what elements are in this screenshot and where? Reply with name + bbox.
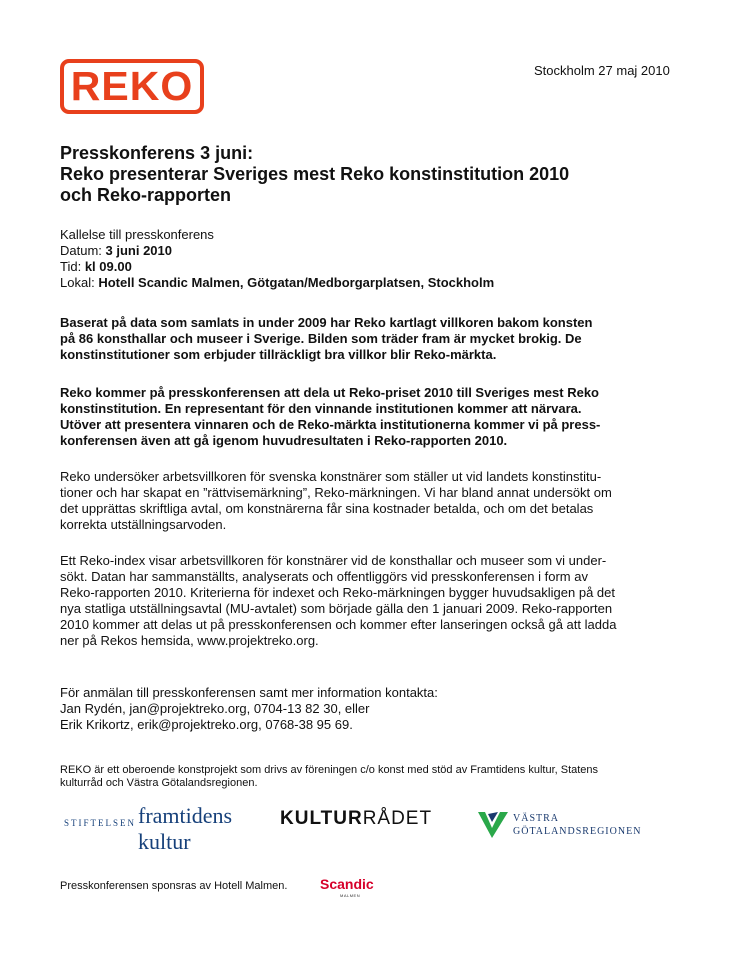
text-line: kulturråd och Västra Götalandsregionen. bbox=[60, 777, 258, 789]
text-line: 2010 kommer att delas ut på presskonferensen och kommer efter lanseringen också gå att ladda bbox=[60, 617, 617, 632]
invite-time bbox=[60, 259, 700, 275]
paragraph-about bbox=[60, 469, 700, 533]
scandic-name: Scandic bbox=[320, 876, 374, 892]
scandic-logo bbox=[320, 876, 380, 898]
vastra-line2: GÖTALANDSREGIONEN bbox=[513, 826, 642, 837]
contact-person: Erik Krikortz, erik@projektreko.org, 0768-38 95 69. bbox=[60, 717, 353, 732]
invite-heading: Kallelse till presskonferens bbox=[60, 227, 214, 242]
date-label: Datum: bbox=[60, 243, 106, 258]
text-line: på 86 konsthallar och museer i Sverige. Bilden som träder fram är mycket brokig. De bbox=[60, 331, 582, 346]
title-line: Presskonferens 3 juni: bbox=[60, 143, 254, 163]
kulturradet-bold: KULTUR bbox=[280, 808, 363, 829]
text-line: Reko undersöker arbetsvillkoren för svenska konstnärer som ställer ut vid landets konstinstitu- bbox=[60, 469, 602, 484]
text-line: korrekta utställningsarvoden. bbox=[60, 517, 227, 532]
date-value: 3 juni 2010 bbox=[105, 243, 172, 258]
kulturradet-logo bbox=[280, 808, 432, 830]
press-title bbox=[60, 143, 700, 206]
text-line: Ett Reko-index visar arbetsvillkoren för konstnärer vid de konsthallar och museer som vi under- bbox=[60, 553, 607, 568]
funding-note bbox=[60, 764, 700, 790]
vastra-gotaland-emblem-icon bbox=[476, 808, 510, 842]
vastra-gotaland-logo bbox=[476, 808, 656, 844]
text-line: Baserat på data som samlats in under 2009 har Reko kartlagt villkoren bakom konsten bbox=[60, 315, 593, 330]
reko-logo-text: REKO bbox=[70, 63, 194, 109]
text-line: konferensen även att gå igenom huvudresultaten i Reko-rapporten 2010. bbox=[60, 433, 508, 448]
paragraph-index bbox=[60, 553, 700, 649]
invitation-details bbox=[60, 227, 700, 291]
text-line: nya statliga utställningsavtal (MU-avtalet) som började gälla den 1 januari 2009. Reko-rapporten bbox=[60, 601, 613, 616]
sponsor-text: Presskonferensen sponsras av Hotell Malmen. bbox=[60, 880, 288, 892]
time-value: kl 09.00 bbox=[84, 259, 132, 274]
title-line: Reko presenterar Sveriges mest Reko konstinstitution 2010 bbox=[60, 164, 570, 184]
framtiden-prefix: STIFTELSEN bbox=[64, 818, 137, 828]
framtiden-line2: kultur bbox=[138, 829, 191, 854]
invite-venue bbox=[60, 275, 700, 291]
title-line: och Reko-rapporten bbox=[60, 185, 232, 205]
framtiden-line1: framtidens bbox=[138, 803, 233, 828]
reko-logo bbox=[60, 59, 204, 114]
venue-label: Lokal: bbox=[60, 275, 99, 290]
text-line: Reko kommer på presskonferensen att dela ut Reko-priset 2010 till Sveriges mest Reko bbox=[60, 385, 599, 400]
framtidens-kultur-logo bbox=[64, 805, 254, 855]
text-line: tioner och har skapat en ”rättvisemärkning”, Reko-märkningen. Vi har bland annat undersökt om bbox=[60, 485, 612, 500]
scandic-sub: MALMEN bbox=[340, 893, 361, 898]
paragraph-intro bbox=[60, 315, 700, 363]
text-line: ner på Rekos hemsida, www.projektreko.org. bbox=[60, 633, 319, 648]
dateline: Stockholm 27 maj 2010 bbox=[534, 63, 670, 78]
text-line: konstinstitution. En representant för den vinnande institutionen kommer att närvara. bbox=[60, 401, 582, 416]
kulturradet-light: RÅDET bbox=[362, 808, 433, 829]
contact-heading: För anmälan till presskonferensen samt mer information kontakta: bbox=[60, 685, 438, 700]
vastra-line1: VÄSTRA bbox=[513, 813, 560, 824]
text-line: Utöver att presentera vinnaren och de Reko-märkta institutionerna kommer vi på press- bbox=[60, 417, 601, 432]
text-line: Reko-rapporten 2010. Kriterierna för indexet och Reko-märkningen bygger huvudsakligen på det bbox=[60, 585, 615, 600]
text-line: det upprättas skriftliga avtal, om konstnärerna får sina kostnader betalda, och om det betalas bbox=[60, 501, 594, 516]
text-line: REKO är ett oberoende konstprojekt som drivs av föreningen c/o konst med stöd av Framtidens kultur, Statens bbox=[60, 764, 599, 776]
time-label: Tid: bbox=[60, 259, 85, 274]
contact-person: Jan Rydén, jan@projektreko.org, 0704-13 82 30, eller bbox=[60, 701, 370, 716]
contact-info bbox=[60, 685, 700, 733]
text-line: konstinstitutioner som erbjuder tillräckligt bra villkor blir Reko-märkta. bbox=[60, 347, 497, 362]
venue-value: Hotell Scandic Malmen, Götgatan/Medborgarplatsen, Stockholm bbox=[98, 275, 495, 290]
text-line: sökt. Datan har sammanställts, analyserats och offentliggörs vid presskonferensen i form av bbox=[60, 569, 588, 584]
paragraph-prize bbox=[60, 385, 700, 449]
invite-date bbox=[60, 243, 700, 259]
